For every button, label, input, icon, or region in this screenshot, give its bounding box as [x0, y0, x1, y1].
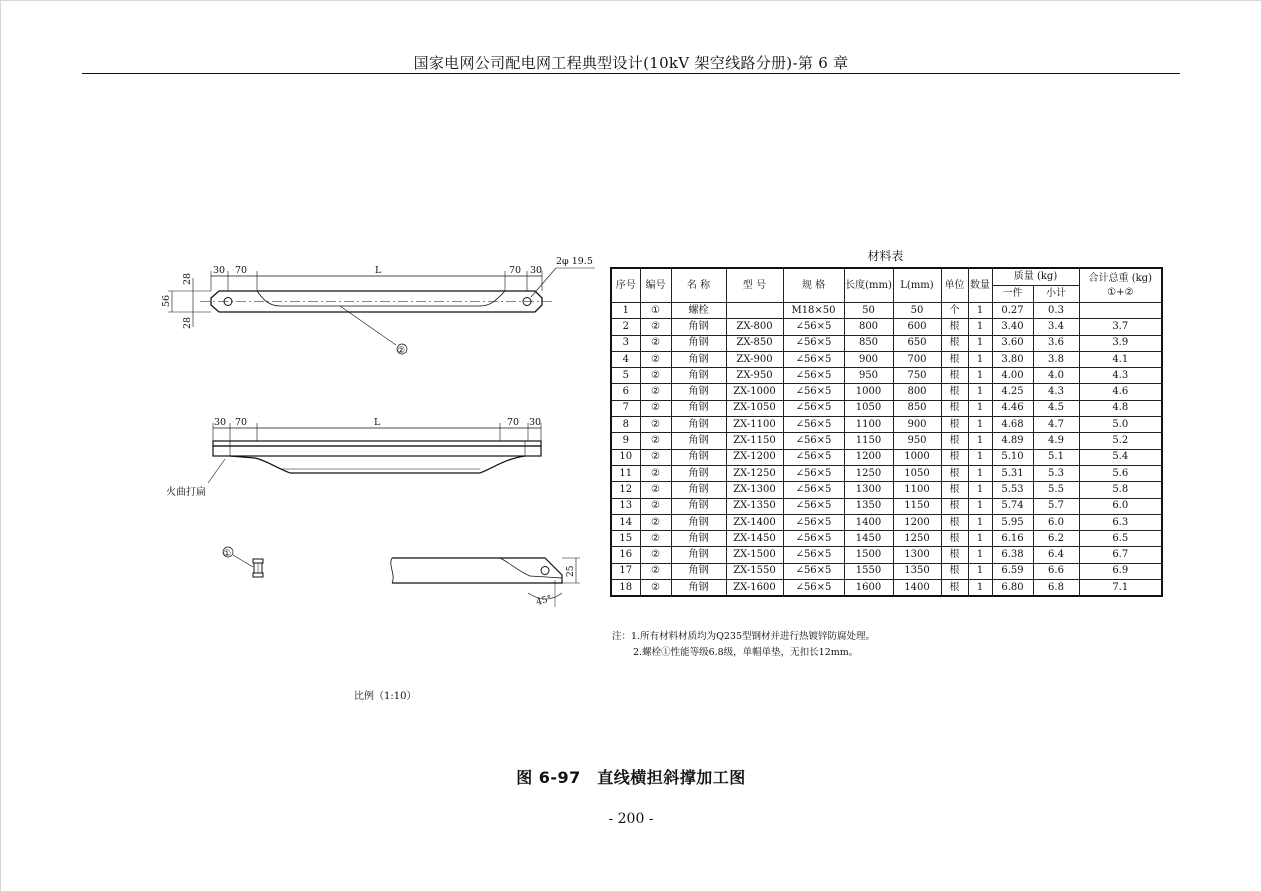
table-cell: 角钢: [671, 368, 726, 384]
table-row: [611, 482, 1162, 498]
end-dim-25: 25: [566, 565, 576, 577]
table-row: [611, 400, 1162, 416]
table-cell: 螺栓: [671, 303, 726, 319]
table-cell: 根: [941, 563, 968, 579]
part-label-2: ②: [397, 346, 406, 356]
col-name: 名 称: [671, 268, 726, 303]
table-cell: ZX-1250: [726, 465, 783, 481]
table-cell: 1100: [893, 482, 941, 498]
table-cell: 6.3: [1079, 514, 1162, 530]
table-cell: ∠56×5: [783, 547, 844, 563]
table-cell: 角钢: [671, 465, 726, 481]
table-cell: 根: [941, 514, 968, 530]
table-cell: 3.40: [992, 319, 1033, 335]
table-cell: 800: [844, 319, 893, 335]
table-cell: 5.31: [992, 465, 1033, 481]
table-cell: 1150: [893, 498, 941, 514]
table-cell: 1: [968, 351, 992, 367]
table-cell: 4.9: [1033, 433, 1079, 449]
table-row: [611, 433, 1162, 449]
table-cell: ∠56×5: [783, 335, 844, 351]
table-cell: 1050: [893, 465, 941, 481]
end-angle-45: 45°: [535, 594, 554, 608]
table-cell: 800: [893, 384, 941, 400]
table-cell: 1250: [844, 465, 893, 481]
table-cell: 900: [893, 417, 941, 433]
table-cell: 1: [968, 303, 992, 319]
col-mass: 质量 (kg): [992, 268, 1079, 286]
table-cell: M18×50: [783, 303, 844, 319]
table-cell: 950: [893, 433, 941, 449]
table-cell: 5.53: [992, 482, 1033, 498]
table-cell: 1350: [893, 563, 941, 579]
side-view: [208, 423, 541, 483]
table-cell: 1300: [893, 547, 941, 563]
table-cell: ∠56×5: [783, 465, 844, 481]
table-cell: 1450: [844, 531, 893, 547]
side-dim-1: 30: [214, 417, 227, 428]
top-dim-2: 70: [235, 265, 248, 276]
table-cell: 7: [611, 400, 640, 416]
table-row: [611, 547, 1162, 563]
table-cell: ZX-950: [726, 368, 783, 384]
table-cell: 6.7: [1079, 547, 1162, 563]
table-cell: 1: [968, 335, 992, 351]
table-cell: 5.8: [1079, 482, 1162, 498]
table-cell: 600: [893, 319, 941, 335]
table-cell: 900: [844, 351, 893, 367]
table-cell: ②: [640, 580, 671, 597]
table-cell: 50: [893, 303, 941, 319]
table-cell: 6.4: [1033, 547, 1079, 563]
table-cell: 1: [968, 547, 992, 563]
col-code: 编号: [640, 268, 671, 303]
table-cell: 15: [611, 531, 640, 547]
table-cell: 根: [941, 335, 968, 351]
table-cell: ①: [640, 303, 671, 319]
table-cell: 根: [941, 433, 968, 449]
table-cell: ②: [640, 368, 671, 384]
side-dim-5: 30: [529, 417, 542, 428]
top-view: [168, 268, 595, 354]
table-cell: 16: [611, 547, 640, 563]
table-cell: ②: [640, 498, 671, 514]
table-cell: 1: [968, 417, 992, 433]
table-cell: 1400: [844, 514, 893, 530]
table-cell: 4.0: [1033, 368, 1079, 384]
table-cell: 根: [941, 351, 968, 367]
table-cell: ②: [640, 547, 671, 563]
table-cell: 1100: [844, 417, 893, 433]
col-total-bottom: ①+②: [1107, 286, 1134, 298]
table-cell: ZX-1600: [726, 580, 783, 597]
table-cell: 0.3: [1033, 303, 1079, 319]
table-cell: 4.1: [1079, 351, 1162, 367]
table-row: [611, 303, 1162, 319]
material-table-body: [611, 303, 1162, 597]
table-row: [611, 449, 1162, 465]
table-cell: ∠56×5: [783, 449, 844, 465]
table-cell: ②: [640, 465, 671, 481]
table-cell: 4.6: [1079, 384, 1162, 400]
table-cell: 5: [611, 368, 640, 384]
table-row: [611, 531, 1162, 547]
table-cell: 5.5: [1033, 482, 1079, 498]
table-cell: 1: [968, 580, 992, 597]
table-cell: 7.1: [1079, 580, 1162, 597]
table-cell: 650: [893, 335, 941, 351]
table-cell: ∠56×5: [783, 433, 844, 449]
col-unit: 单位: [941, 268, 968, 303]
table-cell: 角钢: [671, 400, 726, 416]
table-cell: 1: [968, 384, 992, 400]
table-cell: 6.80: [992, 580, 1033, 597]
table-cell: 1: [968, 319, 992, 335]
table-cell: 根: [941, 580, 968, 597]
scale-label: 比例（1:10）: [354, 691, 417, 702]
table-cell: 4.3: [1079, 368, 1162, 384]
table-cell: 角钢: [671, 319, 726, 335]
side-dim-3: L: [374, 417, 381, 428]
table-cell: ZX-1000: [726, 384, 783, 400]
table-cell: 950: [844, 368, 893, 384]
table-cell: 根: [941, 482, 968, 498]
top-dim-3: L: [375, 265, 382, 276]
table-cell: ∠56×5: [783, 531, 844, 547]
table-cell: 1150: [844, 433, 893, 449]
table-row: [611, 417, 1162, 433]
table-cell: 角钢: [671, 449, 726, 465]
table-cell: 根: [941, 400, 968, 416]
table-cell: 1: [968, 531, 992, 547]
table-cell: ∠56×5: [783, 384, 844, 400]
table-cell: 4.46: [992, 400, 1033, 416]
col-total: [1079, 268, 1162, 303]
table-cell: 5.6: [1079, 465, 1162, 481]
table-cell: 13: [611, 498, 640, 514]
table-row: [611, 514, 1162, 530]
table-cell: 6.9: [1079, 563, 1162, 579]
col-model: 型 号: [726, 268, 783, 303]
table-row: [611, 368, 1162, 384]
table-cell: 6.0: [1079, 498, 1162, 514]
table-row: [611, 335, 1162, 351]
table-cell: 5.1: [1033, 449, 1079, 465]
table-cell: 1: [968, 449, 992, 465]
table-cell: 4.5: [1033, 400, 1079, 416]
table-cell: 6.0: [1033, 514, 1079, 530]
table-cell: ∠56×5: [783, 482, 844, 498]
table-cell: 17: [611, 563, 640, 579]
table-cell: ZX-1200: [726, 449, 783, 465]
table-cell: 角钢: [671, 433, 726, 449]
table-cell: ∠56×5: [783, 368, 844, 384]
table-cell: 1400: [893, 580, 941, 597]
table-cell: 3.4: [1033, 319, 1079, 335]
table-cell: ZX-1350: [726, 498, 783, 514]
table-cell: 700: [893, 351, 941, 367]
col-mass-sub: 小计: [1033, 286, 1079, 303]
table-cell: 角钢: [671, 563, 726, 579]
table-cell: 1200: [844, 449, 893, 465]
table-cell: 根: [941, 449, 968, 465]
table-cell: 1: [611, 303, 640, 319]
table-cell: 根: [941, 531, 968, 547]
top-dim-5: 30: [530, 265, 543, 276]
table-cell: 1600: [844, 580, 893, 597]
table-cell: 1000: [844, 384, 893, 400]
table-cell: 角钢: [671, 335, 726, 351]
table-cell: ZX-1150: [726, 433, 783, 449]
table-cell: ZX-1100: [726, 417, 783, 433]
table-cell: 1200: [893, 514, 941, 530]
table-cell: 6.2: [1033, 531, 1079, 547]
brace-drawing: [150, 245, 605, 615]
table-cell: 角钢: [671, 498, 726, 514]
table-cell: ∠56×5: [783, 351, 844, 367]
note-2: 2.螺栓①性能等级6.8级，单帽单垫，无扣长12mm。: [633, 647, 859, 658]
height-dim-bottom: 28: [182, 316, 193, 329]
table-cell: 1050: [844, 400, 893, 416]
table-cell: ∠56×5: [783, 514, 844, 530]
material-table: [610, 267, 1163, 597]
table-cell: ZX-800: [726, 319, 783, 335]
table-cell: 12: [611, 482, 640, 498]
table-cell: 18: [611, 580, 640, 597]
header-rule: [82, 73, 1180, 74]
table-cell: ②: [640, 482, 671, 498]
table-cell: 6.38: [992, 547, 1033, 563]
table-cell: 1550: [844, 563, 893, 579]
table-cell: 角钢: [671, 547, 726, 563]
note-1: 注：1.所有材料材质均为Q235型钢材并进行热镀锌防腐处理。: [612, 631, 875, 642]
table-cell: ZX-900: [726, 351, 783, 367]
table-row: [611, 351, 1162, 367]
table-cell: 4.3: [1033, 384, 1079, 400]
table-cell: 5.74: [992, 498, 1033, 514]
notes: [612, 629, 875, 661]
table-cell: 50: [844, 303, 893, 319]
table-cell: ②: [640, 531, 671, 547]
table-cell: 6.59: [992, 563, 1033, 579]
table-cell: 1: [968, 368, 992, 384]
table-cell: ②: [640, 400, 671, 416]
table-cell: 3.6: [1033, 335, 1079, 351]
table-cell: ∠56×5: [783, 319, 844, 335]
table-cell: 3.8: [1033, 351, 1079, 367]
page-number: - 200 -: [608, 811, 654, 827]
height-dim-top: 28: [182, 272, 193, 285]
table-cell: 4.25: [992, 384, 1033, 400]
table-cell: 角钢: [671, 514, 726, 530]
table-cell: 4.8: [1079, 400, 1162, 416]
table-cell: 根: [941, 368, 968, 384]
table-cell: 3.9: [1079, 335, 1162, 351]
table-cell: ZX-1400: [726, 514, 783, 530]
table-cell: 0.27: [992, 303, 1033, 319]
table-cell: 6.6: [1033, 563, 1079, 579]
table-cell: 4.68: [992, 417, 1033, 433]
table-cell: 6.16: [992, 531, 1033, 547]
table-cell: [726, 303, 783, 319]
table-cell: 角钢: [671, 531, 726, 547]
table-cell: 4.7: [1033, 417, 1079, 433]
table-cell: 5.7: [1033, 498, 1079, 514]
col-no: 序号: [611, 268, 640, 303]
table-cell: 5.4: [1079, 449, 1162, 465]
table-cell: ∠56×5: [783, 498, 844, 514]
height-dim-total: 56: [161, 294, 172, 307]
table-cell: ②: [640, 319, 671, 335]
table-cell: ②: [640, 449, 671, 465]
table-cell: 4.89: [992, 433, 1033, 449]
side-dim-4: 70: [507, 417, 520, 428]
table-cell: 9: [611, 433, 640, 449]
table-cell: 1350: [844, 498, 893, 514]
table-cell: 3.7: [1079, 319, 1162, 335]
page-header: 国家电网公司配电网工程典型设计(10kV 架空线路分册)-第 6 章: [413, 54, 849, 72]
table-cell: ZX-1050: [726, 400, 783, 416]
side-view-labels: [166, 417, 541, 498]
top-dim-4: 70: [509, 265, 522, 276]
table-cell: 1: [968, 514, 992, 530]
table-row: [611, 498, 1162, 514]
table-cell: [1079, 303, 1162, 319]
table-cell: 根: [941, 384, 968, 400]
table-cell: 850: [893, 400, 941, 416]
table-cell: ∠56×5: [783, 417, 844, 433]
table-cell: 角钢: [671, 482, 726, 498]
table-cell: ②: [640, 514, 671, 530]
table-cell: 根: [941, 319, 968, 335]
table-cell: 8: [611, 417, 640, 433]
table-cell: 850: [844, 335, 893, 351]
table-cell: ②: [640, 384, 671, 400]
table-cell: 1: [968, 482, 992, 498]
table-cell: 5.10: [992, 449, 1033, 465]
hole-spec: 2φ 19.5: [556, 256, 593, 267]
col-l: L(mm): [893, 268, 941, 303]
table-cell: 角钢: [671, 384, 726, 400]
table-cell: 1250: [893, 531, 941, 547]
table-cell: 根: [941, 498, 968, 514]
table-cell: ∠56×5: [783, 580, 844, 597]
table-cell: ZX-1300: [726, 482, 783, 498]
table-cell: ∠56×5: [783, 400, 844, 416]
table-cell: ZX-850: [726, 335, 783, 351]
table-cell: ②: [640, 433, 671, 449]
table-cell: 750: [893, 368, 941, 384]
table-row: [611, 384, 1162, 400]
table-cell: 1: [968, 563, 992, 579]
table-cell: 1300: [844, 482, 893, 498]
col-spec: 规 格: [783, 268, 844, 303]
table-cell: 个: [941, 303, 968, 319]
bend-annotation: 火曲打扁: [166, 487, 206, 498]
table-cell: ZX-1550: [726, 563, 783, 579]
table-cell: 4: [611, 351, 640, 367]
table-cell: 4.00: [992, 368, 1033, 384]
bolt-label-1: ①: [223, 549, 232, 559]
table-cell: 根: [941, 547, 968, 563]
table-cell: 6.8: [1033, 580, 1079, 597]
table-cell: 2: [611, 319, 640, 335]
table-cell: ②: [640, 351, 671, 367]
col-mass-each: 一件: [992, 286, 1033, 303]
table-cell: 14: [611, 514, 640, 530]
table-cell: 1: [968, 465, 992, 481]
table-cell: 5.0: [1079, 417, 1162, 433]
table-cell: ∠56×5: [783, 563, 844, 579]
col-length: 长度(mm): [844, 268, 893, 303]
table-cell: 3.60: [992, 335, 1033, 351]
table-cell: ②: [640, 335, 671, 351]
table-cell: 根: [941, 465, 968, 481]
table-cell: 1: [968, 400, 992, 416]
top-dim-1: 30: [213, 265, 226, 276]
table-cell: 角钢: [671, 417, 726, 433]
table-cell: ZX-1500: [726, 547, 783, 563]
table-cell: 6: [611, 384, 640, 400]
table-cell: 根: [941, 417, 968, 433]
table-cell: 5.95: [992, 514, 1033, 530]
table-cell: 5.2: [1079, 433, 1162, 449]
table-cell: 6.5: [1079, 531, 1162, 547]
table-cell: 3: [611, 335, 640, 351]
table-cell: 5.3: [1033, 465, 1079, 481]
col-total-top: 合计总重 (kg): [1088, 272, 1152, 284]
table-row: [611, 319, 1162, 335]
table-cell: 11: [611, 465, 640, 481]
table-cell: ②: [640, 417, 671, 433]
table-row: [611, 563, 1162, 579]
table-title: 材料表: [867, 249, 904, 263]
table-cell: ②: [640, 563, 671, 579]
table-cell: 1: [968, 498, 992, 514]
table-row: [611, 580, 1162, 597]
side-dim-2: 70: [235, 417, 248, 428]
table-cell: 1000: [893, 449, 941, 465]
figure-caption: 图 6-97 直线横担斜撑加工图: [516, 768, 746, 787]
table-cell: 1: [968, 433, 992, 449]
table-cell: 1500: [844, 547, 893, 563]
table-cell: ZX-1450: [726, 531, 783, 547]
table-cell: 角钢: [671, 580, 726, 597]
table-cell: 3.80: [992, 351, 1033, 367]
table-cell: 角钢: [671, 351, 726, 367]
col-qty: 数量: [968, 268, 992, 303]
table-row: [611, 465, 1162, 481]
table-cell: 10: [611, 449, 640, 465]
